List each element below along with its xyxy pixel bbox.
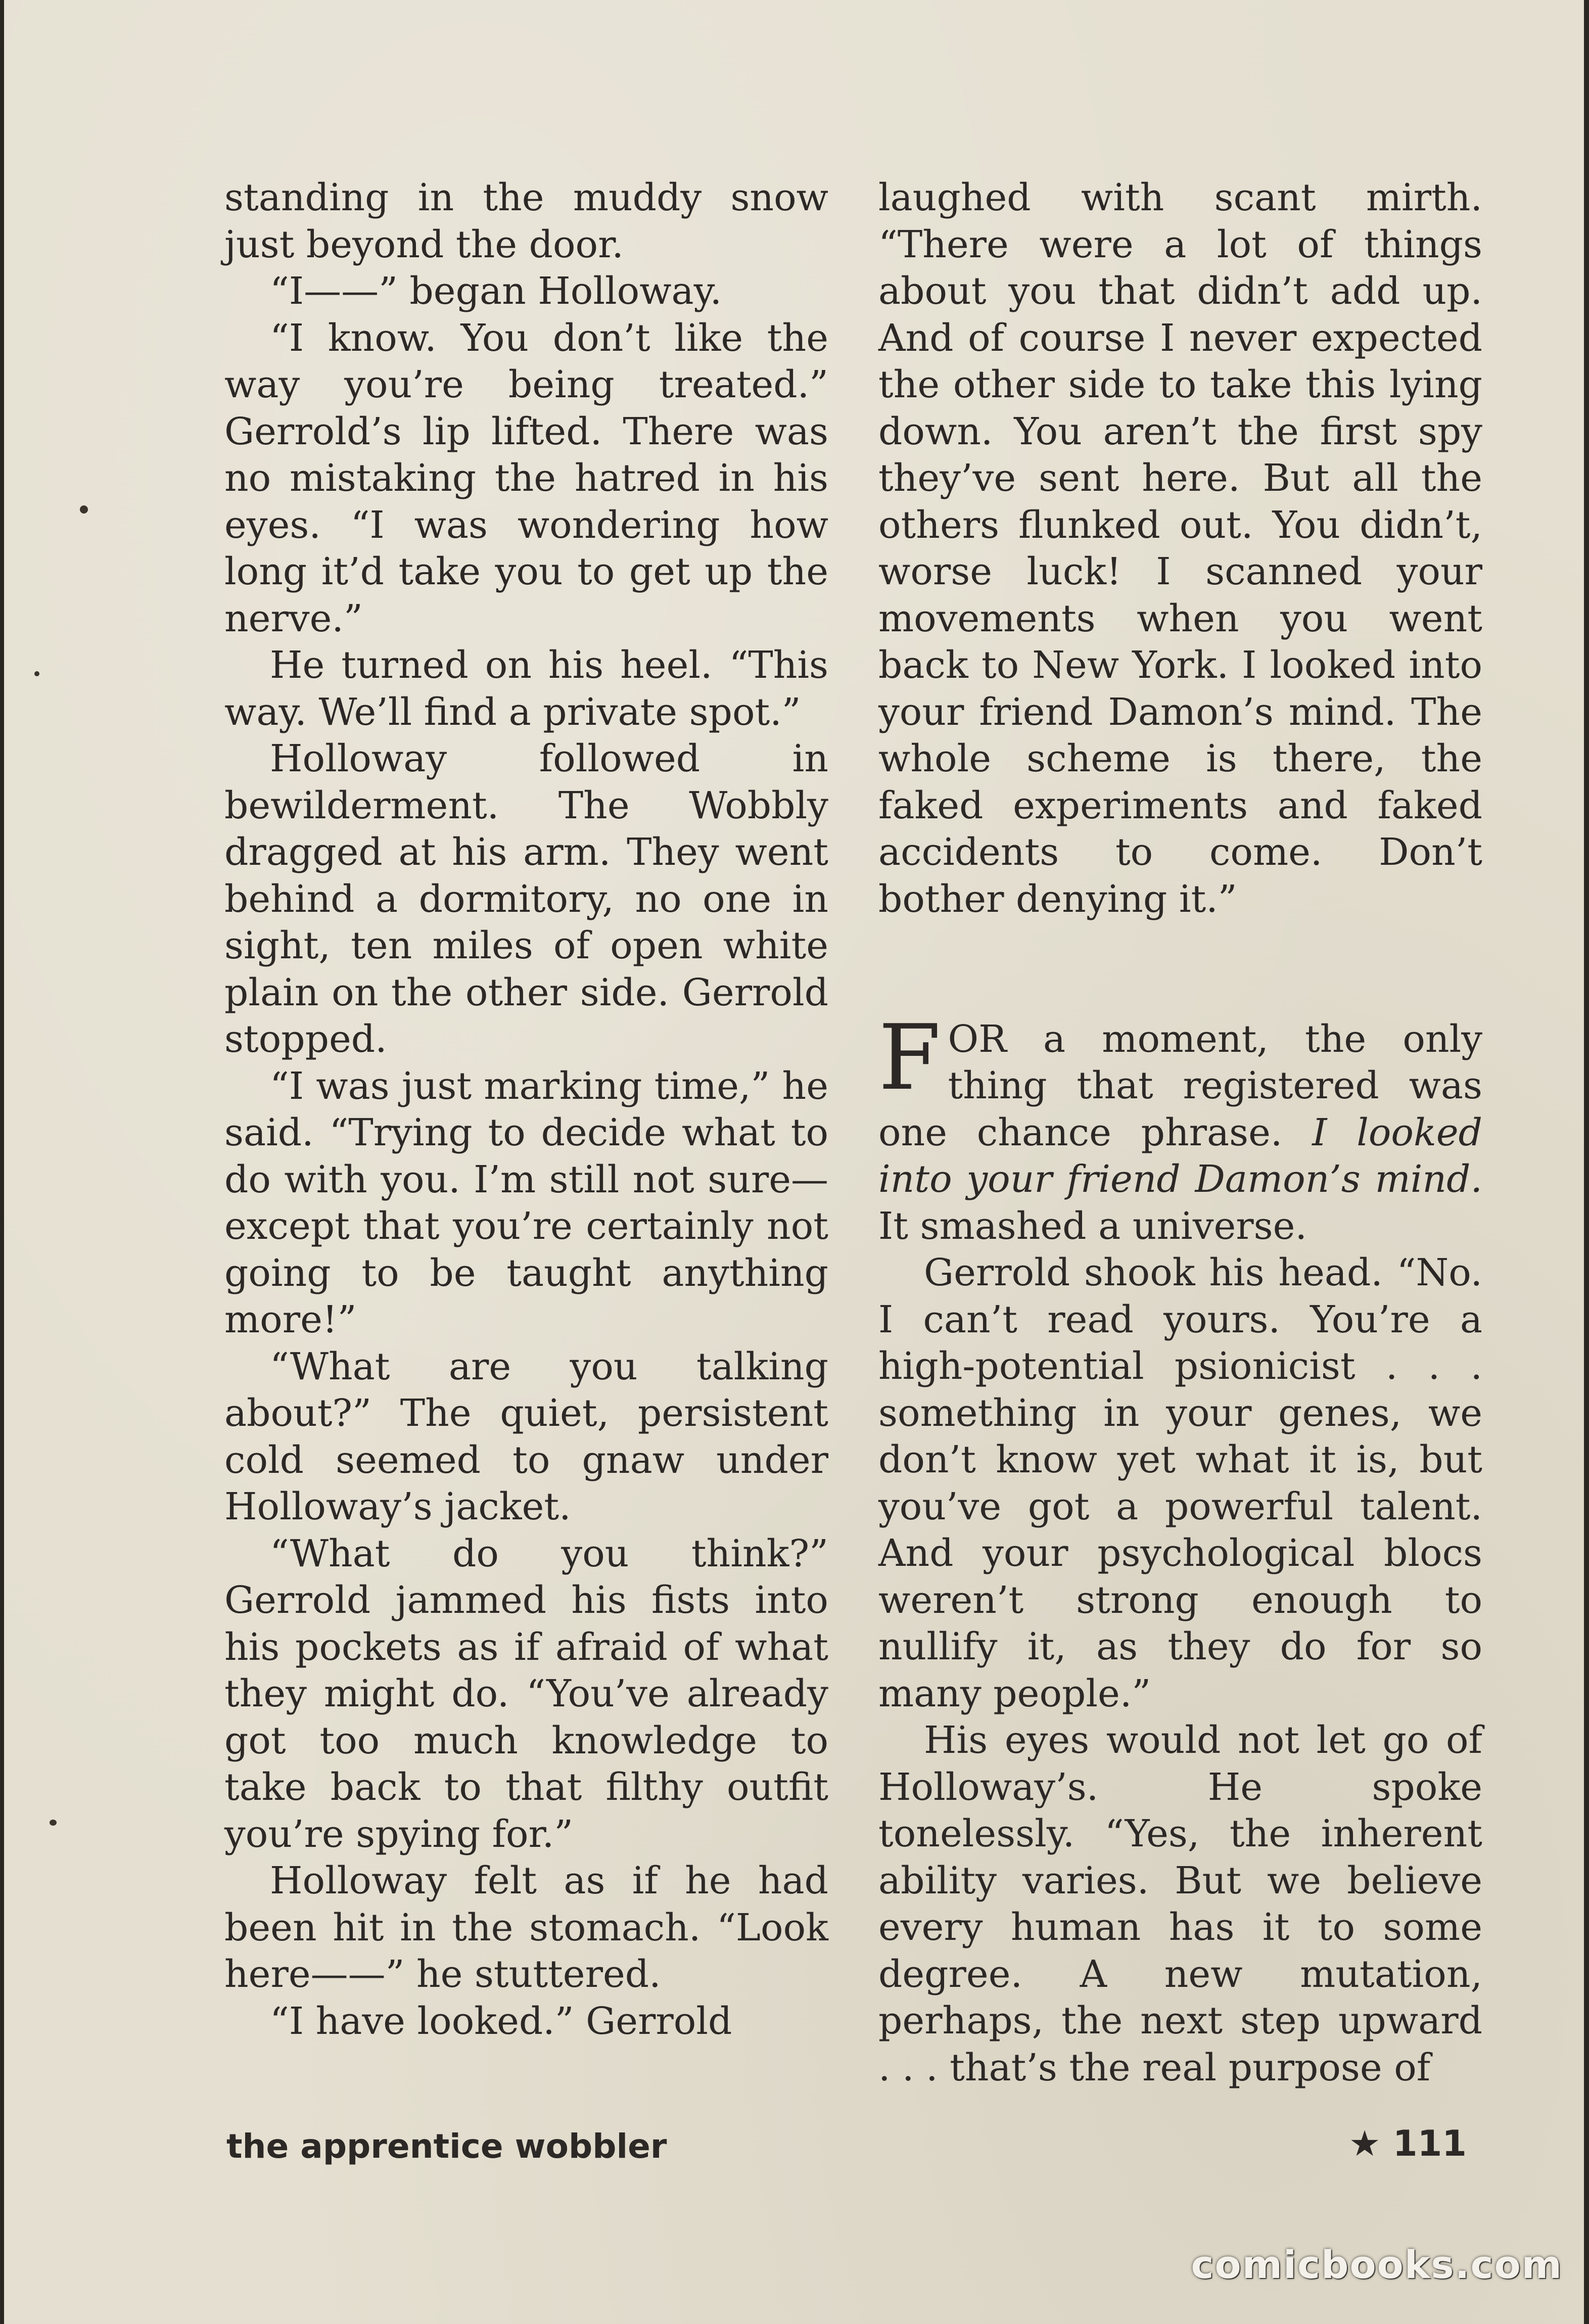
paper-speck [80,505,88,514]
paragraph: laughed with scant mirth. “There were a lot of things about you that didn’t add up. And of course I never expected the other side to take this lying down. You aren’t the first spy they’ve sent here. But all the others flunked out. You didn’t, worse luck! I scanned your movements when you went back to New York. I looked into your friend Damon’s mind. The whole scheme is there, the faked experiments and faked accidents to come. Don’t bother denying it.” [878,176,1482,921]
section-break [878,922,1482,969]
paragraph: Holloway followed in bewilderment. The Wobbly dragged at his arm. They went behind a dormitory, no one in sight, ten miles of open white plain on the other side. Gerrold stopped. [224,737,828,1061]
right-text-column [878,174,1482,2091]
drop-cap: F [878,1005,941,1110]
italic-phrase: I looked into your friend Damon’s mind. [878,1110,1482,1201]
page-number: ★ 111 [1348,2123,1467,2164]
paper-speck [34,671,39,676]
paragraph: “I was just marking time,” he said. “Trying to decide what to do with you. I’m still not sure—except that you’re certainly not going to be taught anything more!” [224,1064,828,1341]
paragraph: “I——” began Holloway. [270,269,722,313]
section-opening-paragraph [878,969,1482,1249]
paragraph: Holloway felt as if he had been hit in the stomach. “Look here——” he stuttered. [224,1859,828,1996]
paragraph: “I know. You don’t like the way you’re being treated.” Gerrold’s lip lifted. There was no mistaking the hatred in his eyes. “I was wondering how long it’d take you to get up the nerve.” [224,316,828,640]
running-footer-title: the apprentice wobbler [226,2127,667,2166]
paragraph: “What do you think?” Gerrold jammed his fists into his pockets as if afraid of what they might do. “You’ve already got too much knowledge to take back to that filthy outfit you’re spying for.” [224,1531,828,1856]
paragraph-text: It smashed a universe. [878,1204,1307,1248]
paragraph: “What are you talking about?” The quiet, persistent cold seemed to gnaw under Holloway’s jacket. [224,1344,828,1528]
paragraph: standing in the muddy snow just beyond the door. [224,176,828,266]
small-caps-lead: OR [948,1017,1007,1061]
paragraph: Gerrold shook his head. “No. I can’t read yours. You’re a high-potential psionicist . . . something in your genes, we don’t know yet what it is, but you’ve got a powerful talent. And your psychological blocs weren’t strong enough to nullify it, as they do for so many people.” [878,1251,1482,1715]
paragraph: He turned on his heel. “This way. We’ll find a private spot.” [224,643,828,734]
paragraph-text: a moment, the only thing that registered was one chance phrase. [878,1017,1482,1154]
paragraph: “I have looked.” Gerrold [270,1999,732,2043]
watermark: comicbooks.com [1191,2242,1563,2287]
paragraph: His eyes would not let go of Holloway’s. He spoke tonelessly. “Yes, the inherent ability varies. But we believe every human has it to some degree. A new mutation, perhaps, the next step upward . . . that’s the real purpose of [878,1718,1482,2089]
paper-speck [50,1820,57,1826]
book-page [4,0,1584,2324]
left-text-column [224,174,828,2044]
